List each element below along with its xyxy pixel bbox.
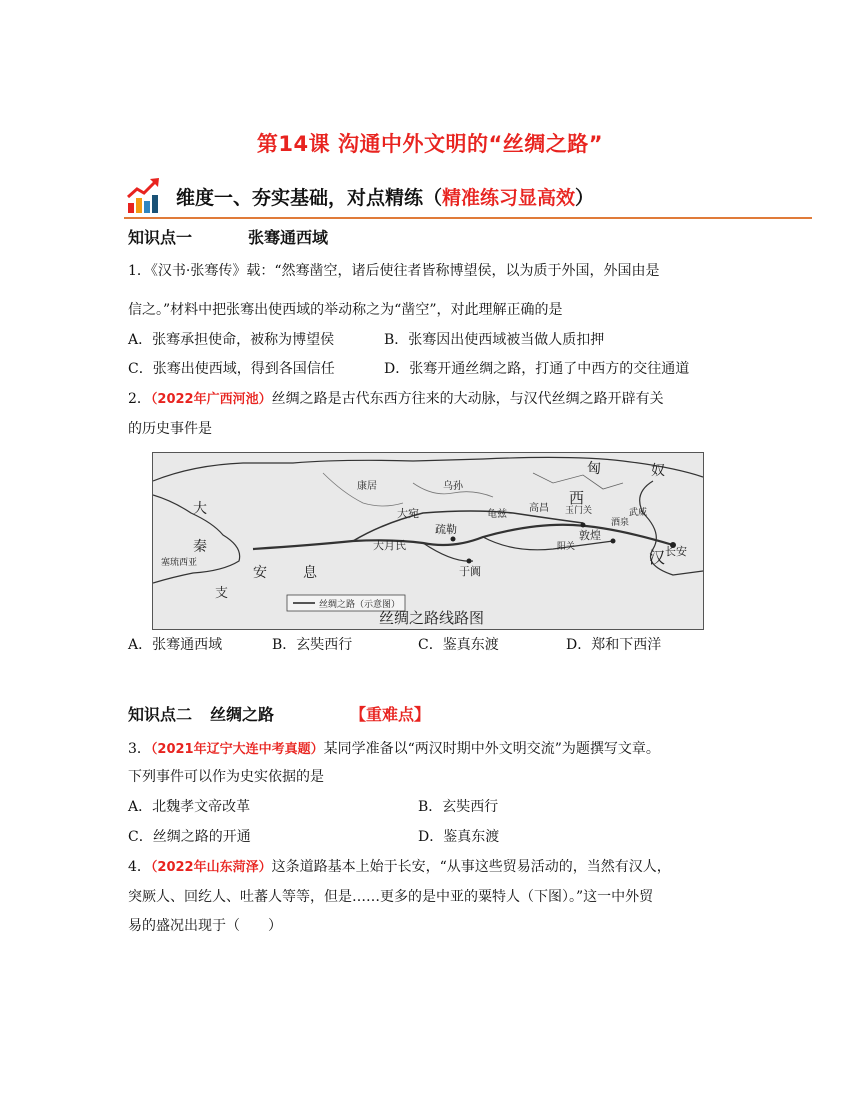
q4-stem-line3: 易的盛况出现于（ ） [128, 918, 282, 934]
knowledge-point-2 [128, 702, 430, 725]
section-title-suffix: ） [575, 187, 595, 209]
section-header [124, 175, 812, 219]
map-legend: 丝绸之路（示意图） [319, 600, 401, 610]
q2-option-d: D．郑和下西洋 [566, 637, 662, 653]
knowledge-point-1 [128, 225, 328, 248]
knowledge-point-topic: 张骞通西域 [248, 228, 329, 247]
map-label-dayuezhi: 大月氏 [373, 539, 406, 552]
q2-stem-line2: 的历史事件是 [128, 421, 212, 437]
section-divider [124, 217, 812, 219]
map-label-han: 汉 [649, 548, 666, 567]
page-title: 第14课 沟通中外文明的“丝绸之路” [256, 132, 604, 156]
q3-option-b: B．玄奘西行 [418, 799, 499, 815]
map-label-zhi: 支 [215, 586, 229, 601]
map-label-gaochang: 高昌 [529, 503, 549, 514]
silk-road-map [152, 452, 704, 630]
map-label-yutian: 于阗 [459, 565, 481, 578]
q4-stem-line1 [128, 858, 671, 877]
section-title-prefix: 维度一、夯实基础，对点精练（ [176, 187, 443, 209]
knowledge-point-topic: 丝绸之路 [210, 705, 275, 724]
q2-option-c: C．鉴真东渡 [418, 637, 499, 653]
question-source: （2022年广西河池） [150, 392, 272, 407]
map-label-xi2: 息 [303, 565, 317, 581]
map-label-wuwei: 武威 [629, 508, 648, 518]
map-label-xi: 西 [569, 489, 585, 507]
q2-option-b: B．玄奘西行 [272, 637, 353, 653]
q1-option-d: D．张骞开通丝绸之路，打通了中西方的交往通道 [384, 361, 690, 377]
map-label-yumenguan: 玉门关 [565, 506, 593, 516]
q3-stem-text: 某同学准备以“两汉时期中外文明交流”为题撰写文章。 [323, 741, 660, 757]
question-number: 3． [128, 741, 151, 757]
map-label-da: 大 [193, 501, 207, 517]
map-label-kangju: 康居 [357, 481, 377, 492]
map-label-wusun: 乌孙 [443, 481, 463, 492]
map-label-xiongnu1: 匈 [587, 461, 601, 477]
q2-stem-line1 [128, 390, 664, 409]
q3-option-d: D．鉴真东渡 [418, 829, 500, 845]
map-label-jiuquan: 酒泉 [611, 518, 630, 528]
question-number: 2． [128, 391, 151, 407]
difficulty-tag: 【重难点】 [350, 705, 431, 724]
q1-option-a: A．张骞承担使命，被称为博望侯 [128, 332, 335, 348]
section-title-highlight: 精准练习显高效 [442, 187, 576, 209]
q2-stem-text: 丝绸之路是古代东西方往来的大动脉，与汉代丝绸之路开辟有关 [271, 391, 664, 407]
q3-option-a: A．北魏孝文帝改革 [128, 799, 251, 815]
map-label-yangguan: 阳关 [557, 542, 576, 552]
map-caption: 丝绸之路线路图 [379, 609, 485, 627]
map-label-shule: 疏勒 [435, 523, 457, 536]
map-label-tiaozhi: 塞琉西亚 [161, 558, 198, 568]
map-label-dayuan: 大宛 [397, 507, 419, 520]
q1-option-b: B．张骞因出使西域被当做人质扣押 [384, 332, 605, 348]
q3-option-c: C．丝绸之路的开通 [128, 829, 251, 845]
map-label-qin: 秦 [193, 539, 207, 555]
q3-stem-line1 [128, 740, 660, 759]
q1-stem-line2: 信之。”材料中把张骞出使西域的举动称之为“凿空”，对此理解正确的是 [128, 302, 563, 318]
silk-road-map-graphic [153, 453, 703, 629]
q4-stem-line2: 突厥人、回纥人、吐蕃人等等，但是……更多的是中亚的粟特人（下图）。”这一中外贸 [128, 889, 654, 905]
map-label-xiongnu2: 奴 [651, 463, 665, 479]
q2-option-a: A．张骞通西域 [128, 637, 223, 653]
question-source: （2021年辽宁大连中考真题） [150, 742, 324, 757]
q1-stem-line1: 1．《汉书·张骞传》载：“然骞凿空，诸后使往者皆称博望侯，以为质于外国，外国由是 [128, 263, 660, 279]
knowledge-point-label: 知识点二 [128, 705, 193, 724]
bar-chart-trend-icon [126, 177, 162, 215]
map-label-dunhuang: 敦煌 [579, 529, 601, 542]
knowledge-point-label: 知识点一 [128, 228, 193, 247]
question-number: 4． [128, 859, 151, 875]
section-title [176, 183, 594, 210]
map-label-qiuci: 龟兹 [487, 509, 507, 520]
q1-option-c: C．张骞出使西域，得到各国信任 [128, 361, 335, 377]
q3-stem-line2: 下列事件可以作为史实依据的是 [128, 769, 324, 785]
question-source: （2022年山东菏泽） [150, 860, 272, 875]
q4-stem-text: 这条道路基本上始于长安，“从事这些贸易活动的，当然有汉人， [271, 859, 671, 875]
map-label-changan: 长安 [665, 545, 687, 558]
map-label-an: 安 [253, 565, 267, 581]
